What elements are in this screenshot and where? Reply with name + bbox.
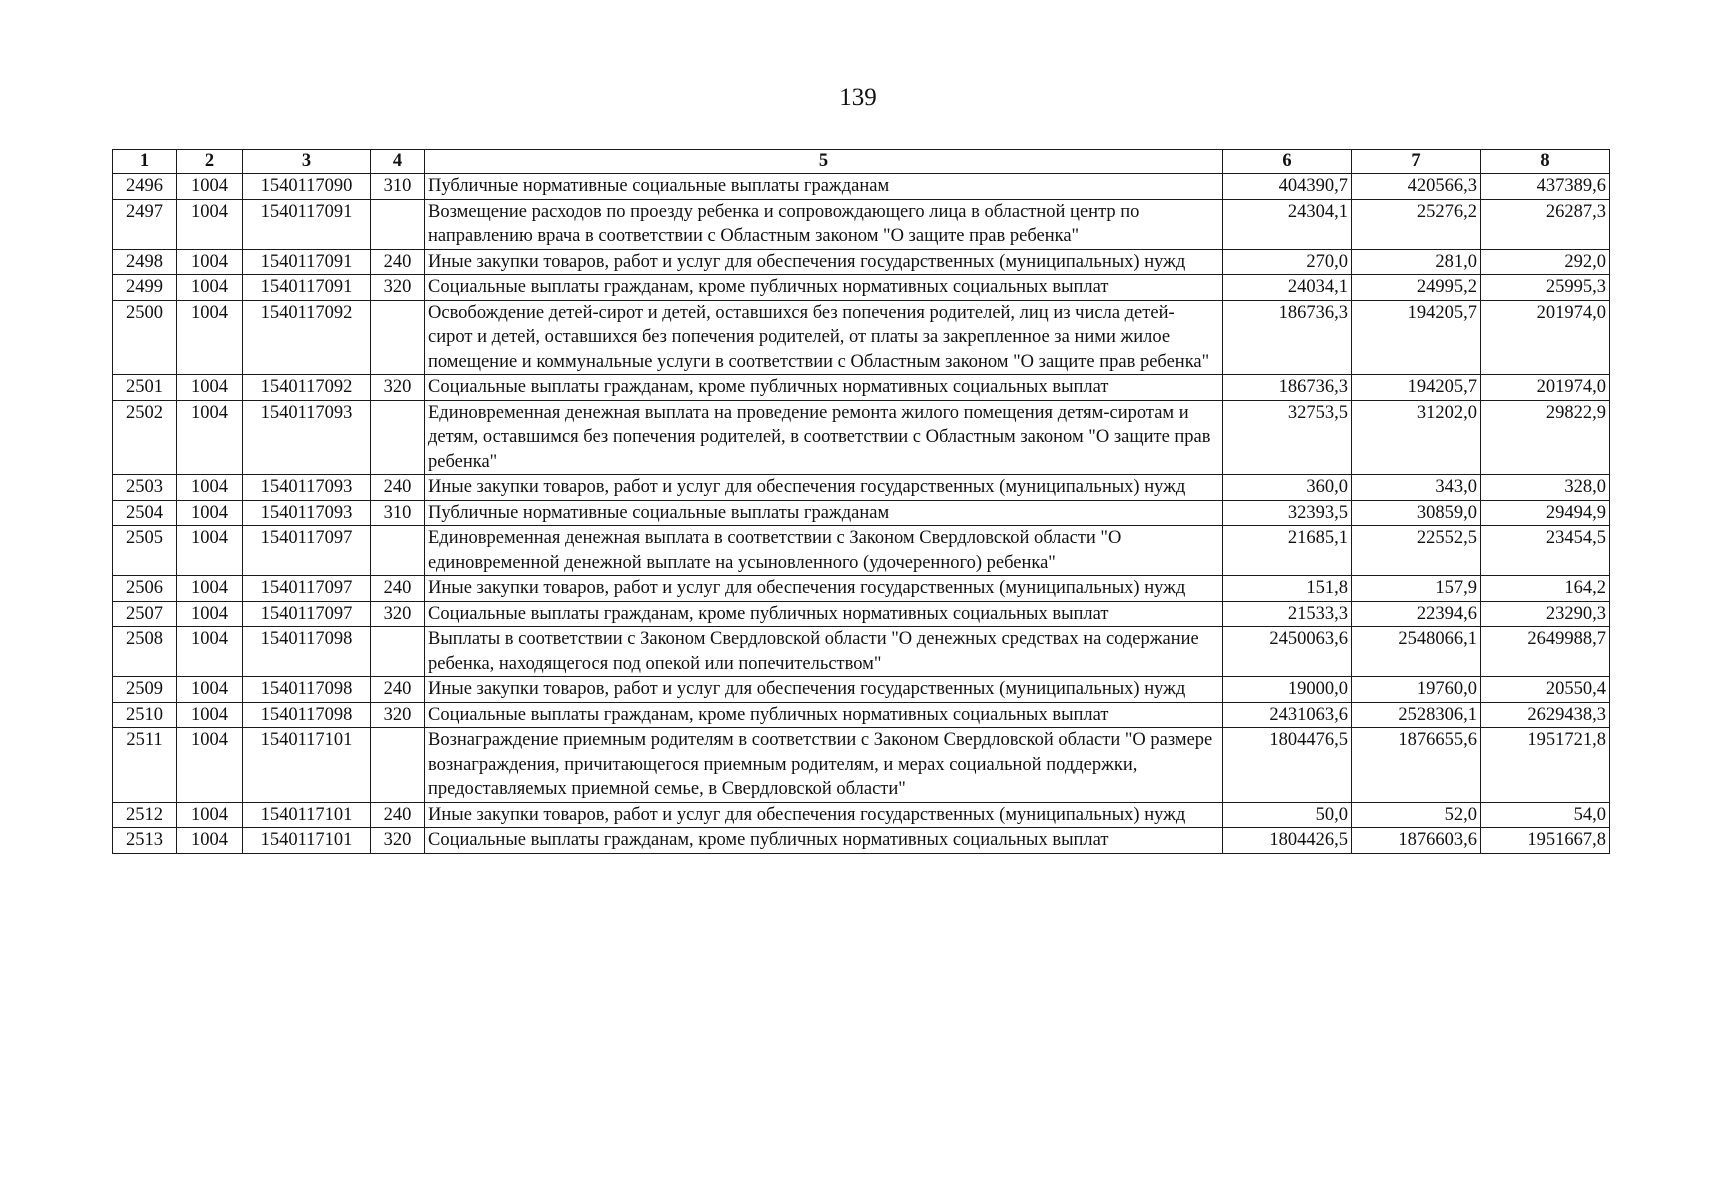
row-number-cell: 2506: [113, 576, 177, 602]
expense-type-cell: 320: [371, 601, 425, 627]
target-article-cell: 1540117093: [243, 475, 371, 501]
expense-type-cell: 320: [371, 828, 425, 854]
table-row: [113, 500, 1610, 526]
target-article-cell: 1540117098: [243, 627, 371, 677]
section-code-cell: 1004: [177, 677, 243, 703]
column-header: 8: [1481, 150, 1610, 174]
amount-col7-cell: 343,0: [1352, 475, 1481, 501]
description-cell: Возмещение расходов по проезду ребенка и сопровождающего лица в областной центр по направлению врача в соответствии с Областным законом "О защите прав ребенка": [425, 199, 1223, 249]
target-article-cell: 1540117091: [243, 249, 371, 275]
description-cell: Социальные выплаты гражданам, кроме публичных нормативных социальных выплат: [425, 375, 1223, 401]
column-header: 6: [1223, 150, 1352, 174]
description-cell: Иные закупки товаров, работ и услуг для обеспечения государственных (муниципальных) нужд: [425, 249, 1223, 275]
table-row: [113, 375, 1610, 401]
amount-col8-cell: 23454,5: [1481, 526, 1610, 576]
target-article-cell: 1540117101: [243, 828, 371, 854]
row-number-cell: 2508: [113, 627, 177, 677]
amount-col6-cell: 2450063,6: [1223, 627, 1352, 677]
table-row: [113, 400, 1610, 475]
amount-col6-cell: 404390,7: [1223, 174, 1352, 200]
amount-col6-cell: 21685,1: [1223, 526, 1352, 576]
amount-col8-cell: 292,0: [1481, 249, 1610, 275]
expense-type-cell: [371, 526, 425, 576]
row-number-cell: 2501: [113, 375, 177, 401]
target-article-cell: 1540117091: [243, 199, 371, 249]
expense-type-cell: [371, 300, 425, 375]
expense-type-cell: 240: [371, 475, 425, 501]
table-row: [113, 802, 1610, 828]
budget-table: [112, 149, 1610, 854]
target-article-cell: 1540117091: [243, 275, 371, 301]
expense-type-cell: [371, 627, 425, 677]
target-article-cell: 1540117098: [243, 677, 371, 703]
row-number-cell: 2510: [113, 702, 177, 728]
amount-col6-cell: 24034,1: [1223, 275, 1352, 301]
column-header: 5: [425, 150, 1223, 174]
amount-col7-cell: 194205,7: [1352, 375, 1481, 401]
column-header: 4: [371, 150, 425, 174]
expense-type-cell: 310: [371, 174, 425, 200]
amount-col8-cell: 328,0: [1481, 475, 1610, 501]
column-header: 3: [243, 150, 371, 174]
row-number-cell: 2498: [113, 249, 177, 275]
expense-type-cell: 320: [371, 375, 425, 401]
amount-col6-cell: 186736,3: [1223, 375, 1352, 401]
amount-col6-cell: 32753,5: [1223, 400, 1352, 475]
row-number-cell: 2504: [113, 500, 177, 526]
row-number-cell: 2511: [113, 728, 177, 803]
amount-col8-cell: 1951667,8: [1481, 828, 1610, 854]
description-cell: Публичные нормативные социальные выплаты гражданам: [425, 174, 1223, 200]
row-number-cell: 2496: [113, 174, 177, 200]
section-code-cell: 1004: [177, 375, 243, 401]
expense-type-cell: 240: [371, 249, 425, 275]
amount-col8-cell: 437389,6: [1481, 174, 1610, 200]
amount-col7-cell: 22552,5: [1352, 526, 1481, 576]
amount-col8-cell: 20550,4: [1481, 677, 1610, 703]
amount-col7-cell: 25276,2: [1352, 199, 1481, 249]
amount-col7-cell: 1876603,6: [1352, 828, 1481, 854]
description-cell: Социальные выплаты гражданам, кроме публичных нормативных социальных выплат: [425, 828, 1223, 854]
amount-col6-cell: 32393,5: [1223, 500, 1352, 526]
row-number-cell: 2505: [113, 526, 177, 576]
expense-type-cell: 240: [371, 802, 425, 828]
amount-col8-cell: 2649988,7: [1481, 627, 1610, 677]
section-code-cell: 1004: [177, 174, 243, 200]
table-row: [113, 627, 1610, 677]
amount-col8-cell: 29494,9: [1481, 500, 1610, 526]
table-row: [113, 199, 1610, 249]
page-number: 139: [839, 84, 877, 111]
section-code-cell: 1004: [177, 249, 243, 275]
section-code-cell: 1004: [177, 702, 243, 728]
target-article-cell: 1540117092: [243, 375, 371, 401]
section-code-cell: 1004: [177, 475, 243, 501]
target-article-cell: 1540117101: [243, 802, 371, 828]
amount-col8-cell: 29822,9: [1481, 400, 1610, 475]
table-row: [113, 728, 1610, 803]
row-number-cell: 2502: [113, 400, 177, 475]
amount-col8-cell: 201974,0: [1481, 375, 1610, 401]
amount-col7-cell: 30859,0: [1352, 500, 1481, 526]
amount-col8-cell: 26287,3: [1481, 199, 1610, 249]
amount-col6-cell: 270,0: [1223, 249, 1352, 275]
table-header-row: [113, 150, 1610, 174]
description-cell: Иные закупки товаров, работ и услуг для обеспечения государственных (муниципальных) нужд: [425, 802, 1223, 828]
description-cell: Освобождение детей-сирот и детей, оставшихся без попечения родителей, лиц из числа детей-сирот и детей, оставшихся без попечения родителей, от платы за закрепленное за ними жилое помещение и коммунальные услуги в соответствии с Областным законом "О защите прав ребенка": [425, 300, 1223, 375]
amount-col7-cell: 2548066,1: [1352, 627, 1481, 677]
amount-col6-cell: 1804426,5: [1223, 828, 1352, 854]
description-cell: Иные закупки товаров, работ и услуг для обеспечения государственных (муниципальных) нужд: [425, 677, 1223, 703]
section-code-cell: 1004: [177, 728, 243, 803]
amount-col6-cell: 1804476,5: [1223, 728, 1352, 803]
table-row: [113, 300, 1610, 375]
row-number-cell: 2497: [113, 199, 177, 249]
table-row: [113, 275, 1610, 301]
table-row: [113, 249, 1610, 275]
description-cell: Выплаты в соответствии с Законом Свердловской области "О денежных средствах на содержание ребенка, находящегося под опекой или попечительством": [425, 627, 1223, 677]
section-code-cell: 1004: [177, 400, 243, 475]
description-cell: Социальные выплаты гражданам, кроме публичных нормативных социальных выплат: [425, 702, 1223, 728]
amount-col6-cell: 21533,3: [1223, 601, 1352, 627]
expense-type-cell: [371, 400, 425, 475]
target-article-cell: 1540117101: [243, 728, 371, 803]
amount-col6-cell: 360,0: [1223, 475, 1352, 501]
amount-col7-cell: 2528306,1: [1352, 702, 1481, 728]
column-header: 7: [1352, 150, 1481, 174]
target-article-cell: 1540117097: [243, 526, 371, 576]
section-code-cell: 1004: [177, 601, 243, 627]
row-number-cell: 2503: [113, 475, 177, 501]
section-code-cell: 1004: [177, 576, 243, 602]
table-row: [113, 174, 1610, 200]
table-row: [113, 576, 1610, 602]
section-code-cell: 1004: [177, 526, 243, 576]
amount-col8-cell: 201974,0: [1481, 300, 1610, 375]
amount-col8-cell: 23290,3: [1481, 601, 1610, 627]
target-article-cell: 1540117093: [243, 500, 371, 526]
amount-col8-cell: 2629438,3: [1481, 702, 1610, 728]
section-code-cell: 1004: [177, 627, 243, 677]
row-number-cell: 2513: [113, 828, 177, 854]
table-row: [113, 526, 1610, 576]
amount-col6-cell: 19000,0: [1223, 677, 1352, 703]
amount-col8-cell: 164,2: [1481, 576, 1610, 602]
expense-type-cell: 310: [371, 500, 425, 526]
table-row: [113, 601, 1610, 627]
expense-type-cell: 320: [371, 275, 425, 301]
column-header: 1: [113, 150, 177, 174]
row-number-cell: 2509: [113, 677, 177, 703]
target-article-cell: 1540117098: [243, 702, 371, 728]
section-code-cell: 1004: [177, 275, 243, 301]
amount-col7-cell: 19760,0: [1352, 677, 1481, 703]
amount-col7-cell: 1876655,6: [1352, 728, 1481, 803]
section-code-cell: 1004: [177, 500, 243, 526]
amount-col7-cell: 420566,3: [1352, 174, 1481, 200]
table-body: [113, 174, 1610, 854]
expense-type-cell: [371, 199, 425, 249]
expense-type-cell: 240: [371, 576, 425, 602]
amount-col7-cell: 52,0: [1352, 802, 1481, 828]
description-cell: Иные закупки товаров, работ и услуг для обеспечения государственных (муниципальных) нужд: [425, 475, 1223, 501]
amount-col7-cell: 281,0: [1352, 249, 1481, 275]
amount-col7-cell: 157,9: [1352, 576, 1481, 602]
description-cell: Единовременная денежная выплата на проведение ремонта жилого помещения детям-сиротам и детям, оставшимся без попечения родителей, в соответствии с Областным законом "О защите прав ребенка": [425, 400, 1223, 475]
target-article-cell: 1540117097: [243, 576, 371, 602]
amount-col8-cell: 54,0: [1481, 802, 1610, 828]
expense-type-cell: 240: [371, 677, 425, 703]
description-cell: Социальные выплаты гражданам, кроме публичных нормативных социальных выплат: [425, 275, 1223, 301]
table-row: [113, 702, 1610, 728]
section-code-cell: 1004: [177, 199, 243, 249]
description-cell: Иные закупки товаров, работ и услуг для обеспечения государственных (муниципальных) нужд: [425, 576, 1223, 602]
section-code-cell: 1004: [177, 300, 243, 375]
row-number-cell: 2499: [113, 275, 177, 301]
row-number-cell: 2512: [113, 802, 177, 828]
description-cell: Единовременная денежная выплата в соответствии с Законом Свердловской области "О единовременной денежной выплате на усыновленного (удочеренного) ребенка": [425, 526, 1223, 576]
amount-col8-cell: 25995,3: [1481, 275, 1610, 301]
expense-type-cell: [371, 728, 425, 803]
amount-col6-cell: 2431063,6: [1223, 702, 1352, 728]
amount-col6-cell: 50,0: [1223, 802, 1352, 828]
amount-col8-cell: 1951721,8: [1481, 728, 1610, 803]
amount-col6-cell: 151,8: [1223, 576, 1352, 602]
amount-col6-cell: 24304,1: [1223, 199, 1352, 249]
table-row: [113, 475, 1610, 501]
target-article-cell: 1540117090: [243, 174, 371, 200]
section-code-cell: 1004: [177, 828, 243, 854]
table-row: [113, 677, 1610, 703]
target-article-cell: 1540117093: [243, 400, 371, 475]
amount-col7-cell: 24995,2: [1352, 275, 1481, 301]
amount-col6-cell: 186736,3: [1223, 300, 1352, 375]
expense-type-cell: 320: [371, 702, 425, 728]
row-number-cell: 2507: [113, 601, 177, 627]
section-code-cell: 1004: [177, 802, 243, 828]
amount-col7-cell: 31202,0: [1352, 400, 1481, 475]
target-article-cell: 1540117092: [243, 300, 371, 375]
table-row: [113, 828, 1610, 854]
amount-col7-cell: 22394,6: [1352, 601, 1481, 627]
target-article-cell: 1540117097: [243, 601, 371, 627]
row-number-cell: 2500: [113, 300, 177, 375]
amount-col7-cell: 194205,7: [1352, 300, 1481, 375]
description-cell: Вознаграждение приемным родителям в соответствии с Законом Свердловской области "О размере вознаграждения, причитающегося приемным родителям, и мерах социальной поддержки, предоставляемых приемной семье, в Свердловской области": [425, 728, 1223, 803]
description-cell: Публичные нормативные социальные выплаты гражданам: [425, 500, 1223, 526]
description-cell: Социальные выплаты гражданам, кроме публичных нормативных социальных выплат: [425, 601, 1223, 627]
column-header: 2: [177, 150, 243, 174]
